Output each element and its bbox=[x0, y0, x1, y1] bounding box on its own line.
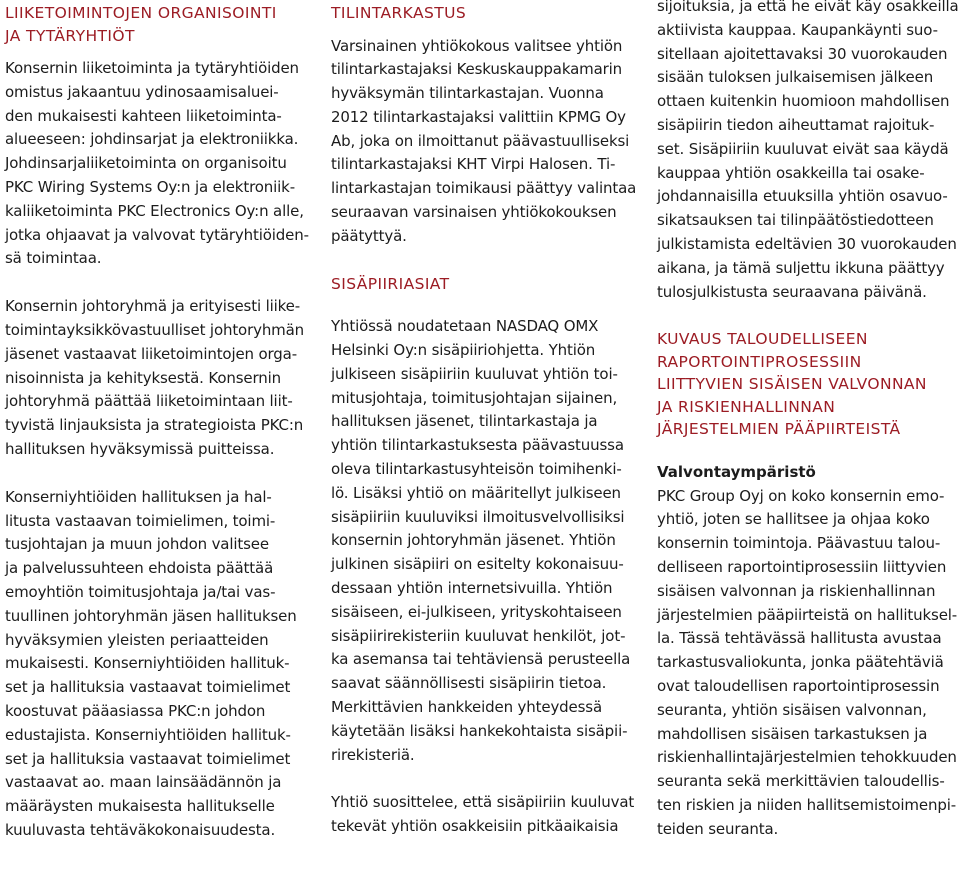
text-line: sä toimintaa. bbox=[5, 249, 102, 268]
heading-line: JA RISKIENHALLINNAN bbox=[657, 397, 836, 416]
text-line: seuraavan varsinaisen yhtiökokouksen bbox=[331, 203, 617, 222]
column-1 bbox=[5, 2, 309, 843]
text-line: nisoinnista ja kehityksestä. Konsernin bbox=[5, 368, 281, 387]
text-line: ottaen kuitenkin huomioon mahdollisen bbox=[657, 92, 950, 111]
text-line: konsernin toimintoja. Päävastuu talou- bbox=[657, 534, 941, 553]
text-line: alueeseen: johdinsarjat ja elektroniikka. bbox=[5, 130, 299, 149]
text-line: vastaavat ao. maan lainsäädännön ja bbox=[5, 773, 282, 792]
text-line: saavat säännöllisesti sisäpiirin tietoa. bbox=[331, 674, 607, 693]
paragraph bbox=[331, 791, 635, 839]
text-line: sijoituksia, ja että he eivät käy osakkeilla bbox=[657, 0, 959, 15]
heading-line: TILINTARKASTUS bbox=[331, 4, 467, 22]
text-line: hyväksymien yleisten periaatteiden bbox=[5, 630, 269, 649]
paragraph bbox=[5, 295, 305, 462]
text-line: päätyttyä. bbox=[331, 226, 407, 245]
text-line: kaliiketoiminta PKC Electronics Oy:n alle, bbox=[5, 201, 304, 220]
text-line: Ab, joka on ilmoittanut päävastuulliseksi bbox=[331, 131, 630, 150]
text-line: PKC Group Oyj on koko konsernin emo- bbox=[657, 486, 945, 505]
text-line: ten riskien ja niiden hallitsemistoimenpi- bbox=[657, 796, 956, 815]
text-line: Konsernin johtoryhmä ja erityisesti liike- bbox=[5, 297, 300, 316]
text-line: tilintarkastajaksi KHT Virpi Halosen. Ti- bbox=[331, 155, 616, 174]
text-line: konsernin johtoryhmän jäsenet. Yhtiön bbox=[331, 531, 616, 550]
section-heading bbox=[657, 328, 957, 441]
text-line: toimintayksikkövastuulliset johtoryhmän bbox=[5, 320, 305, 339]
text-line: julkistamista edeltävien 30 vuorokauden bbox=[657, 234, 957, 253]
section-heading bbox=[331, 273, 631, 296]
text-line: Yhtiö suosittelee, että sisäpiiriin kuuluvat bbox=[331, 793, 635, 812]
text-line: hallituksen hyväksymissä puitteissa. bbox=[5, 439, 275, 458]
text-line: määräysten mukaisesta hallitukselle bbox=[5, 797, 275, 816]
text-line: hyväksymän tilintarkastajan. Vuonna bbox=[331, 84, 604, 103]
text-line: sisään tuloksen julkaisemisen jälkeen bbox=[657, 68, 934, 87]
heading-line: KUVAUS TALOUDELLISEEN bbox=[657, 330, 868, 349]
column-3 bbox=[657, 0, 957, 842]
text-line: riskienhallintajärjestelmien tehokkuuden bbox=[657, 748, 957, 767]
text-line: kuuluvasta tehtäväkokonaisuudesta. bbox=[5, 820, 276, 839]
text-line: delliseen raportointiprosessiin liittyvien bbox=[657, 558, 947, 577]
text-line: hallituksen jäsenet, tilintarkastaja ja bbox=[331, 412, 598, 431]
text-line: la. Tässä tehtävässä hallitusta avustaa bbox=[657, 629, 942, 648]
section-heading bbox=[5, 2, 305, 47]
text-line: sisäpiirin tiedon aiheuttamat rajoituk- bbox=[657, 115, 935, 134]
text-line: johtoryhmä päättää liiketoimintaan liit- bbox=[5, 392, 293, 411]
text-line: julkiseen sisäpiiriin kuuluvat yhtiön toi- bbox=[331, 364, 618, 383]
text-line: jäsenet vastaavat liiketoimintojen orga- bbox=[5, 344, 297, 363]
text-line: omistus jakaantuu ydinosaamisaluei- bbox=[5, 82, 279, 101]
text-line: tuullinen johtoryhmän jäsen hallituksen bbox=[5, 606, 297, 625]
text-line: julkinen sisäpiiri on esitelty kokonaisuu- bbox=[331, 555, 624, 574]
text-line: dessaan yhtiön internetsivuilla. Yhtiön bbox=[331, 578, 613, 597]
text-line: koostuvat pääasiassa PKC:n johdon bbox=[5, 701, 266, 720]
text-line: Helsinki Oy:n sisäpiiriohjetta. Yhtiön bbox=[331, 340, 596, 359]
section-heading bbox=[331, 2, 631, 25]
paragraph bbox=[331, 35, 637, 249]
text-line: set ja hallituksia vastaavat toimielimet bbox=[5, 678, 291, 697]
paragraph bbox=[657, 0, 957, 304]
text-line: set ja hallituksia vastaavat toimielimet bbox=[5, 749, 291, 768]
text-line: tekevät yhtiön osakkeisiin pitkäaikaisia bbox=[331, 817, 619, 836]
text-line: rirekisteriä. bbox=[331, 745, 415, 764]
text-line: oleva tilintarkastusyhteisön toimihenki- bbox=[331, 459, 622, 478]
text-line: sikatsauksen tai tilinpäätöstiedotteen bbox=[657, 211, 934, 230]
column-2 bbox=[331, 2, 637, 839]
text-line: litusta vastaavan toimielimen, toimi- bbox=[5, 511, 276, 530]
heading-line: JÄRJESTELMIEN PÄÄPIIRTEISTÄ bbox=[657, 420, 901, 439]
text-line: ka asemansa tai tehtäviensä perusteella bbox=[331, 650, 631, 669]
text-line: ja palvelussuhteen ehdoista päättää bbox=[5, 559, 274, 578]
text-line: Yhtiössä noudatetaan NASDAQ OMX bbox=[331, 317, 599, 336]
text-line: Konsernin liiketoiminta ja tytäryhtiöiden bbox=[5, 59, 299, 77]
text-line: emoyhtiön toimitusjohtaja ja/tai vas- bbox=[5, 582, 276, 601]
text-line: aikana, ja tämä suljettu ikkuna päättyy bbox=[657, 258, 945, 277]
text-line: yhtiö, joten se hallitsee ja ohjaa koko bbox=[657, 510, 930, 529]
text-line: lintarkastajan toimikausi päättyy valintaa bbox=[331, 179, 637, 198]
text-line: den mukaisesti kahteen liiketoiminta- bbox=[5, 106, 282, 125]
text-line: järjestelmien pääpiirteistä on hallituksel- bbox=[657, 605, 958, 624]
text-line: mukaisesti. Konserniyhtiöiden hallituk- bbox=[5, 654, 290, 673]
text-line: yhtiön tilintarkastuksesta päävastuussa bbox=[331, 436, 624, 455]
text-line: Merkittävien hankkeiden yhteydessä bbox=[331, 697, 603, 716]
text-line: sisäisen valvonnan ja riskienhallinnan bbox=[657, 581, 936, 600]
paragraph bbox=[657, 485, 957, 842]
text-line: sisäpiiriin kuuluviksi ilmoitusvelvollisiksi bbox=[331, 507, 625, 526]
text-line: Johdinsarjaliiketoiminta on organisoitu bbox=[5, 154, 287, 173]
heading-line: LIITTYVIEN SISÄISEN VALVONNAN bbox=[657, 375, 927, 394]
subheading-text: Valvontaympäristö bbox=[657, 462, 816, 481]
text-line: tulosjulkistusta seuraavana päivänä. bbox=[657, 282, 927, 301]
text-line: käytetään lisäksi hankekohtaista sisäpii- bbox=[331, 721, 628, 740]
text-line: edustajista. Konserniyhtiöiden hallituk- bbox=[5, 725, 291, 744]
text-line: PKC Wiring Systems Oy:n ja elektroniik- bbox=[5, 177, 295, 196]
paragraph bbox=[5, 486, 305, 843]
text-line: sisäpiirirekisteriin kuuluvat henkilöt, jot- bbox=[331, 626, 626, 645]
text-line: seuranta, yhtiön sisäisen valvonnan, bbox=[657, 700, 927, 719]
paragraph bbox=[5, 57, 309, 271]
heading-line: SISÄPIIRIASIAT bbox=[331, 274, 450, 293]
text-line: sitellaan ajoitettavaksi 30 vuorokauden bbox=[657, 44, 948, 63]
subheading bbox=[657, 461, 957, 485]
text-line: mitusjohtaja, toimitusjohtajan sijainen, bbox=[331, 388, 618, 407]
text-line: johdannaisilla etuuksilla yhtiön osavuo- bbox=[657, 187, 948, 206]
text-line: aktiivista kauppaa. Kaupankäynti suo- bbox=[657, 20, 938, 39]
text-line: 2012 tilintarkastajaksi valittiin KPMG Oy bbox=[331, 107, 626, 126]
text-line: teiden seuranta. bbox=[657, 819, 779, 838]
text-line: mahdollisen sisäisen tarkastuksen ja bbox=[657, 724, 928, 743]
text-line: kauppaa yhtiön osakkeilla tai osake- bbox=[657, 163, 925, 182]
text-line: tarkastusvaliokunta, jonka päätehtäviä bbox=[657, 653, 944, 672]
text-line: jotka ohjaavat ja valvovat tytäryhtiöiden- bbox=[5, 225, 309, 244]
text-line: ovat taloudellisen raportointiprosessin bbox=[657, 677, 940, 696]
text-line: lö. Lisäksi yhtiö on määritellyt julkiseen bbox=[331, 483, 621, 502]
text-line: sisäiseen, ei-julkiseen, yrityskohtaiseen bbox=[331, 602, 622, 621]
text-line: seuranta sekä merkittävien taloudellis- bbox=[657, 772, 945, 791]
paragraph bbox=[331, 315, 631, 767]
text-line: Konserniyhtiöiden hallituksen ja hal- bbox=[5, 487, 272, 506]
heading-line: JA TYTÄRYHTIÖT bbox=[5, 26, 135, 45]
text-line: set. Sisäpiiriin kuuluvat eivät saa käydä bbox=[657, 139, 949, 158]
text-line: Varsinainen yhtiökokous valitsee yhtiön bbox=[331, 36, 623, 55]
heading-line: RAPORTOINTIPROSESSIIN bbox=[657, 352, 862, 371]
text-line: tilintarkastajaksi Keskuskauppakamarin bbox=[331, 60, 623, 79]
heading-line: LIIKETOIMINTOJEN ORGANISOINTI bbox=[5, 4, 277, 22]
text-line: tusjohtajan ja muun johdon valitsee bbox=[5, 535, 269, 554]
text-line: tyvistä linjauksista ja strategioista PKC:n bbox=[5, 416, 304, 435]
